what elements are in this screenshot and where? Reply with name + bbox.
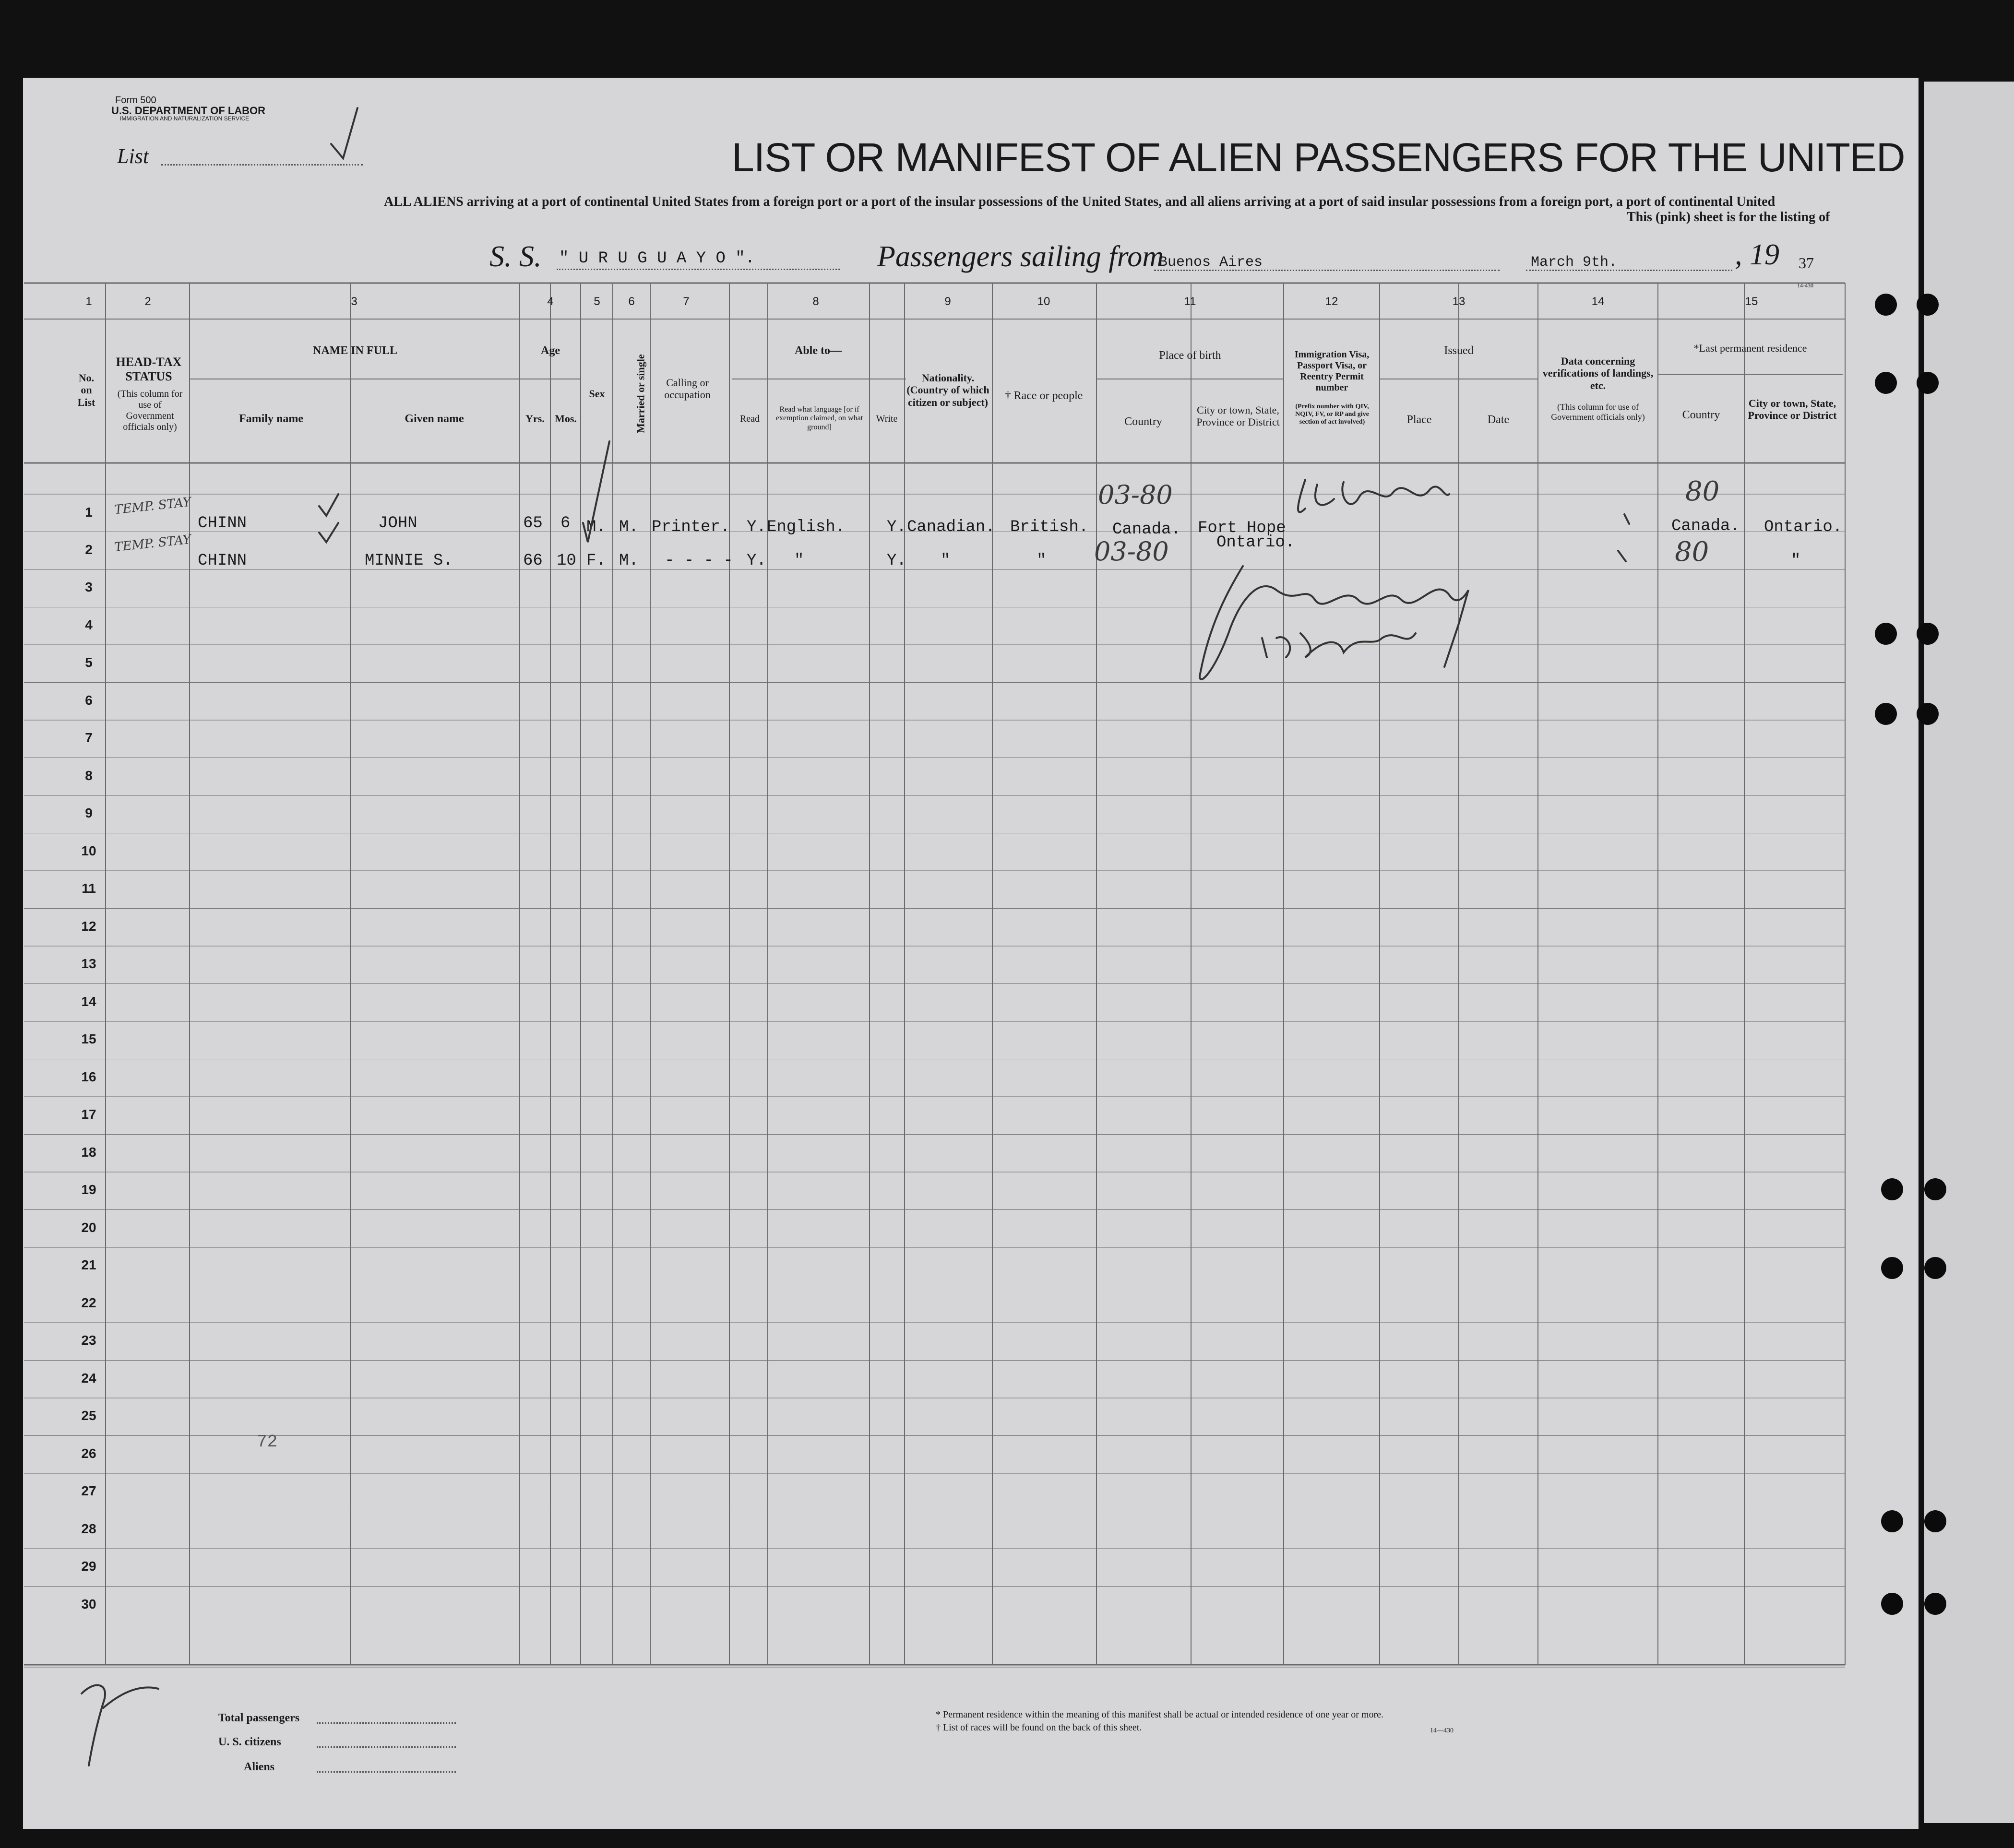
row-number: 20 (81, 1220, 96, 1235)
row-number: 29 (81, 1559, 96, 1574)
can-read: Y. (747, 552, 766, 570)
age-years: 65 (523, 514, 543, 533)
row-number: 1 (85, 505, 93, 520)
residence-code-row2: 80 (1675, 536, 1709, 568)
binder-hole (1875, 372, 1897, 394)
list-line (161, 164, 363, 166)
hdr-read-language: Read what language [or if exemption claimed, on what ground] (775, 405, 863, 431)
row-number: 17 (81, 1107, 96, 1122)
footnote-residence: * Permanent residence within the meaning of this manifest shall be actual or intended residence of one year or more. (936, 1709, 1384, 1720)
ship-line (557, 269, 840, 270)
age-years: 66 (523, 552, 543, 570)
hdr-visa: Immigration Visa, Passport Visa, or Reentry Permit number (1294, 349, 1370, 393)
race: " (1037, 552, 1047, 570)
birth-city: Ontario. (1216, 533, 1295, 552)
age-months: 6 (560, 514, 571, 533)
sex: F. (586, 552, 606, 570)
date-line (1526, 270, 1732, 271)
hdr-age: Age (541, 344, 560, 357)
stamp-row-26: 72 (257, 1432, 278, 1452)
row-number: 18 (81, 1144, 96, 1160)
row-number: 27 (81, 1483, 96, 1498)
row-number: 9 (85, 806, 93, 820)
total-passengers-label: Total passengers (218, 1712, 300, 1724)
column-number: 13 (1452, 295, 1466, 308)
column-number: 4 (547, 295, 554, 308)
date: March 9th. (1531, 254, 1618, 271)
footnote-races: † List of races will be found on the back of this sheet. (936, 1722, 1142, 1733)
hdr-mos: Mos. (555, 413, 577, 425)
hdr-sex: Sex (589, 388, 605, 400)
hdr-res-city: City or town, State, Province or District (1748, 397, 1837, 422)
row-number: 10 (81, 843, 96, 858)
binder-hole (1917, 703, 1939, 725)
row-number: 6 (85, 692, 93, 708)
marital-status: M. (619, 552, 639, 570)
hdr-visa-note: (Prefix number with QIV, NQIV, FV, or RP and give section of act involved) (1295, 403, 1369, 426)
hdr-issued: Issued (1444, 344, 1474, 357)
hdr-family-name: Family name (239, 413, 303, 425)
row-number: 22 (81, 1295, 96, 1310)
year: 37 (1799, 254, 1814, 272)
row-number: 4 (85, 617, 93, 632)
birth-code-row1: 03-80 (1098, 480, 1173, 510)
ss-label: S. S. (489, 240, 542, 273)
hdr-issued-date: Date (1487, 414, 1510, 426)
column-number: 10 (1037, 295, 1050, 308)
row-number: 25 (81, 1408, 96, 1423)
birth-city: Fort Hope (1198, 519, 1286, 537)
binder-hole (1917, 623, 1939, 645)
binder-hole (1881, 1510, 1903, 1532)
binder-hole (1881, 1593, 1903, 1615)
row-number: 2 (85, 542, 93, 557)
service: IMMIGRATION AND NATURALIZATION SERVICE (120, 115, 250, 122)
hdr-birth-city: City or town, State, Province or District (1196, 404, 1280, 428)
can-write: Y. (887, 518, 906, 536)
hdr-no-on-list: No. on List (77, 372, 95, 408)
hdr-name-in-full: NAME IN FULL (312, 344, 397, 357)
family-name: CHINN (198, 552, 247, 570)
read-language: English. (767, 518, 846, 536)
hdr-res-country: Country (1682, 409, 1720, 421)
row-number: 19 (81, 1182, 96, 1197)
can-read: Y. (747, 518, 766, 536)
aliens-label: Aliens (244, 1761, 275, 1773)
row-number: 14 (81, 994, 96, 1009)
given-name: JOHN (378, 514, 417, 533)
department: U.S. DEPARTMENT OF LABOR (111, 105, 266, 117)
hdr-issued-place: Place (1406, 414, 1432, 426)
head-tax-status: TEMP. STAY (113, 532, 192, 555)
year-prefix: , 19 (1735, 238, 1779, 271)
page-title: LIST OR MANIFEST OF ALIEN PASSENGERS FOR THE UNITED (732, 135, 1905, 180)
binder-hole (1875, 294, 1897, 316)
row-number: 7 (85, 730, 93, 745)
hdr-married: Married or single (634, 354, 647, 433)
hdr-head-tax: HEAD-TAX STATUS (116, 355, 182, 383)
row-number: 12 (81, 918, 96, 934)
binder-hole (1875, 623, 1897, 645)
column-number: 12 (1325, 295, 1338, 308)
birth-code-row2: 03-80 (1094, 536, 1169, 567)
birth-country: Canada. (1112, 521, 1181, 539)
row-number: 13 (81, 956, 96, 971)
sailing-label: Passengers sailing from (877, 240, 1164, 273)
residence-country: Canada. (1671, 517, 1740, 535)
read-language: " (794, 552, 804, 570)
hdr-given-name: Given name (405, 413, 464, 425)
hdr-yrs: Yrs. (525, 413, 545, 425)
total-passengers-line (317, 1722, 456, 1724)
nationality: Canadian. (907, 518, 995, 536)
ship-name: " U R U G U A Y O ". (559, 249, 755, 268)
column-number: 7 (683, 295, 690, 308)
column-number: 11 (1184, 295, 1196, 308)
us-citizens-line (317, 1746, 456, 1748)
subtitle: ALL ALIENS arriving at a port of continental United States from a foreign port or a port of the insular possessions of the United States, and all aliens arriving at a port of said insular possessions from a foreign port, a port of continental United (384, 194, 1776, 209)
can-write: Y. (887, 552, 906, 570)
occupation: - - - - (665, 552, 733, 570)
binder-hole (1924, 1593, 1946, 1615)
form-number: Form 500 (115, 95, 156, 106)
column-number: 1 (85, 295, 92, 308)
list-label: List (117, 144, 149, 168)
row-number: 26 (81, 1445, 96, 1461)
hdr-birth-country: Country (1124, 415, 1162, 428)
hdr-read: Read (739, 414, 760, 424)
residence-code-row1: 80 (1685, 476, 1720, 507)
row-number: 11 (82, 881, 96, 896)
head-tax-status: TEMP. STAY (113, 495, 192, 518)
footer-code: 14—430 (1430, 1727, 1454, 1734)
binder-hole (1881, 1257, 1903, 1279)
residence-city: Ontario. (1764, 518, 1843, 536)
column-number: 2 (144, 295, 151, 308)
nationality: " (941, 552, 951, 570)
column-number: 3 (351, 295, 358, 308)
hdr-able-to: Able to— (795, 344, 842, 357)
port: Buenos Aires (1159, 254, 1263, 271)
hdr-data-note: (This column for use of Government officials only) (1551, 402, 1645, 422)
occupation: Printer. (652, 518, 730, 536)
aliens-line (317, 1771, 456, 1773)
column-number: 5 (594, 295, 600, 308)
row-number: 15 (81, 1031, 96, 1046)
binder-hole (1875, 703, 1897, 725)
column-number: 8 (812, 295, 819, 308)
binder-hole (1917, 372, 1939, 394)
given-name: MINNIE S. (365, 552, 453, 570)
column-number: 9 (944, 295, 951, 308)
hdr-head-tax-note: (This column for use of Government officials only) (117, 389, 183, 432)
row-number: 23 (81, 1333, 96, 1348)
us-citizens-label: U. S. citizens (218, 1736, 281, 1748)
row-number: 24 (81, 1370, 96, 1386)
column-number: 6 (628, 295, 635, 308)
hdr-write: Write (876, 414, 898, 424)
family-name: CHINN (198, 514, 247, 533)
row-number: 28 (81, 1521, 96, 1536)
binder-hole (1881, 1178, 1903, 1200)
hdr-data-concerning: Data concerning verifications of landings, etc. (1542, 355, 1654, 391)
row-number: 21 (81, 1257, 96, 1272)
binder-hole (1917, 294, 1939, 316)
race: British. (1010, 518, 1089, 536)
hdr-last-residence: *Last permanent residence (1693, 342, 1807, 354)
sex: M. (586, 518, 606, 536)
marital-status: M. (619, 518, 639, 536)
manifest-sheet (23, 78, 1919, 1829)
hdr-calling: Calling or occupation (664, 377, 711, 401)
hdr-nationality: Nationality. (Country of which citizen or subject) (906, 372, 989, 408)
row-number: 16 (81, 1069, 96, 1084)
binder-hole (1924, 1178, 1946, 1200)
row-number: 8 (85, 768, 93, 783)
subtitle-2: This (pink) sheet is for the listing of (1627, 210, 1830, 225)
port-line (1154, 270, 1500, 271)
age-months: 10 (557, 552, 576, 570)
column-number: 14 (1591, 295, 1605, 308)
binder-hole (1924, 1510, 1946, 1532)
form-code: 14-430 (1797, 282, 1813, 289)
row-number: 5 (85, 655, 93, 670)
hdr-race: † Race or people (1005, 390, 1083, 402)
adjacent-sheet-edge (1924, 82, 2014, 1823)
row-number: 3 (85, 580, 93, 594)
residence-city: " (1791, 552, 1801, 570)
hdr-place-of-birth: Place of birth (1159, 349, 1221, 362)
binder-hole (1924, 1257, 1946, 1279)
row-number: 30 (81, 1596, 96, 1611)
column-number: 15 (1745, 295, 1758, 308)
